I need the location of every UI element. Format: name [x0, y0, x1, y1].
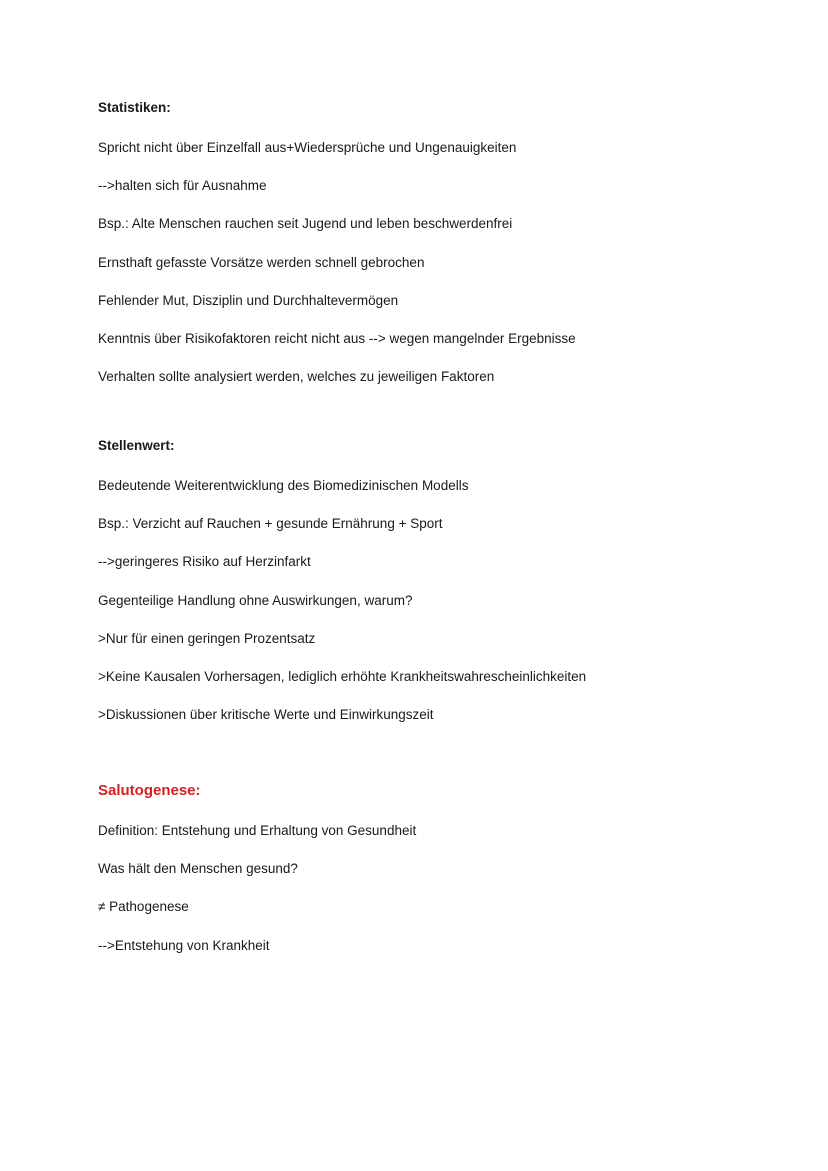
text-line: Spricht nicht über Einzelfall aus+Wiedersprüche und Ungenauigkeiten — [98, 140, 517, 155]
text-line: -->halten sich für Ausnahme — [98, 178, 267, 194]
text-line: -->geringeres Risiko auf Herzinfarkt — [98, 554, 311, 570]
text-line: Was hält den Menschen gesund? — [98, 861, 298, 877]
section-heading-highlighted: Salutogenese: — [98, 782, 201, 799]
text-line: >Diskussionen über kritische Werte und Einwirkungszeit — [98, 707, 434, 723]
section-heading: Stellenwert: — [98, 438, 175, 453]
text-line: Fehlender Mut, Disziplin und Durchhaltevermögen — [98, 292, 399, 308]
text-line: Definition: Entstehung und Erhaltung von Gesundheit — [98, 823, 417, 838]
text-line: Bsp.: Alte Menschen rauchen seit Jugend und leben beschwerdenfrei — [98, 216, 513, 232]
text-line: -->Entstehung von Krankheit — [98, 937, 270, 953]
section-salutogenese — [98, 782, 778, 975]
text-line: >Nur für einen geringen Prozentsatz — [98, 630, 316, 646]
section-statistiken — [98, 99, 778, 406]
text-line: >Keine Kausalen Vorhersagen, lediglich erhöhte Krankheitswahrescheinlichkeiten — [98, 668, 587, 684]
section-heading: Statistiken: — [98, 100, 171, 115]
text-line: Ernsthaft gefasste Vorsätze werden schnell gebrochen — [98, 254, 425, 270]
text-line: Bsp.: Verzicht auf Rauchen + gesunde Ernährung + Sport — [98, 516, 443, 532]
text-line: Bedeutende Weiterentwicklung des Biomedizinischen Modells — [98, 478, 469, 493]
text-line: Gegenteilige Handlung ohne Auswirkungen, warum? — [98, 592, 413, 608]
text-line: Verhalten sollte analysiert werden, welches zu jeweiligen Faktoren — [98, 369, 495, 385]
text-line: ≠ Pathogenese — [98, 899, 189, 915]
section-stellenwert — [98, 437, 778, 744]
text-line: Kenntnis über Risikofaktoren reicht nicht aus --> wegen mangelnder Ergebnisse — [98, 330, 576, 346]
